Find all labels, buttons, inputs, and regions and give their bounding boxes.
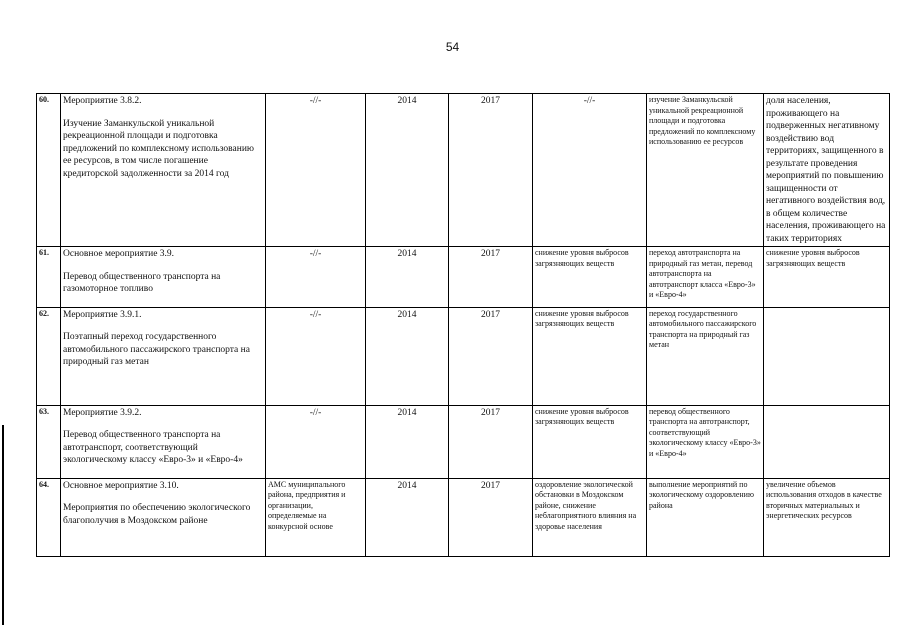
- activity-title: Мероприятие 3.9.1.: [63, 309, 142, 320]
- activity-description: Перевод общественного транспорта на автотранспорт, соответствующий экологическому классу «Евро-3» и «Евро-4»: [63, 430, 243, 465]
- activity-title: Мероприятие 3.8.2.: [63, 96, 142, 106]
- page-number: 54: [445, 40, 460, 54]
- start-year-cell: 2014: [366, 247, 449, 308]
- executor-cell: -//-: [266, 247, 366, 308]
- start-year-cell: 2014: [366, 94, 449, 247]
- row-number: 63.: [37, 405, 61, 478]
- result-cell: переход государственного автомобильного пассажирского транспорта на природный газ метан: [647, 307, 764, 405]
- end-year-cell: 2017: [449, 307, 533, 405]
- activity-cell: [61, 307, 266, 405]
- activity-cell: [61, 405, 266, 478]
- start-year-cell: 2014: [366, 307, 449, 405]
- activity-cell: [61, 94, 266, 247]
- executor-cell: -//-: [266, 94, 366, 247]
- end-year-cell: 2017: [449, 94, 533, 247]
- indicator-cell: увеличение объемов использования отходов в качестве вторичных материальных и энергетических ресурсов: [764, 478, 890, 556]
- end-year-cell: 2017: [449, 478, 533, 556]
- executor-cell: -//-: [266, 307, 366, 405]
- indicator-cell: доля населения, проживающего на подверженных негативному воздействию вод территориях, защищенного в результате проведения мероприятий по повышению защищенности от негативного воздействия вод, в общем количестве населения, проживающего на таких территориях: [764, 94, 890, 247]
- program-table: [36, 93, 890, 557]
- activity-description: Изучение Заманкульской уникальной рекреационной площади и подготовка предложений по комплексному использованию ее ресурсов, в том числе погашение кредиторской задолженности за 2014 год: [63, 118, 255, 179]
- table-row: [37, 307, 890, 405]
- start-year-cell: 2014: [366, 478, 449, 556]
- scan-edge-mark: [2, 425, 4, 625]
- activity-description: Перевод общественного транспорта на газомоторное топливо: [63, 271, 221, 294]
- executor-cell: -//-: [266, 405, 366, 478]
- row-number: 61.: [37, 247, 61, 308]
- result-cell: перевод общественного транспорта на автотранспорт, соответствующий экологическому классу «Евро-3» и «Евро-4»: [647, 405, 764, 478]
- effect-cell: оздоровление экологической обстановки в Моздокском районе, снижение неблагоприятного влияния на здоровье населения: [533, 478, 647, 556]
- effect-cell: снижение уровня выбросов загрязняющих веществ: [533, 307, 647, 405]
- result-cell: изучение Заманкульской уникальной рекреационной площади и подготовка предложений по комплексному использованию ее ресурсов: [647, 94, 764, 247]
- activity-description: Мероприятия по обеспечению экологического благополучия в Моздокском районе: [63, 503, 251, 526]
- result-cell: переход автотранспорта на природный газ метан, перевод автотранспорта на автотранспорт класса «Евро-3» и «Евро-4»: [647, 247, 764, 308]
- row-number: 62.: [37, 307, 61, 405]
- table-row: [37, 478, 890, 556]
- row-number: 60.: [37, 94, 61, 247]
- executor-cell: АМС муниципального района, предприятия и организации, определяемые на конкурсной основе: [266, 478, 366, 556]
- effect-cell: снижение уровня выбросов загрязняющих веществ: [533, 247, 647, 308]
- indicator-cell: [764, 307, 890, 405]
- effect-cell: снижение уровня выбросов загрязняющих веществ: [533, 405, 647, 478]
- table-row: [37, 247, 890, 308]
- indicator-cell: [764, 405, 890, 478]
- end-year-cell: 2017: [449, 247, 533, 308]
- row-number: 64.: [37, 478, 61, 556]
- activity-description: Поэтапный переход государственного автомобильного пассажирского транспорта на природный газ метан: [63, 332, 250, 367]
- table-row: [37, 94, 890, 247]
- activity-cell: [61, 478, 266, 556]
- activity-cell: [61, 247, 266, 308]
- effect-cell: -//-: [533, 94, 647, 247]
- indicator-cell: снижение уровня выбросов загрязняющих веществ: [764, 247, 890, 308]
- activity-title: Мероприятие 3.9.2.: [63, 407, 142, 418]
- start-year-cell: 2014: [366, 405, 449, 478]
- table-row: [37, 405, 890, 478]
- activity-title: Основное мероприятие 3.10.: [63, 480, 179, 491]
- result-cell: выполнение мероприятий по экологическому оздоровлению района: [647, 478, 764, 556]
- end-year-cell: 2017: [449, 405, 533, 478]
- activity-title: Основное мероприятие 3.9.: [63, 249, 175, 259]
